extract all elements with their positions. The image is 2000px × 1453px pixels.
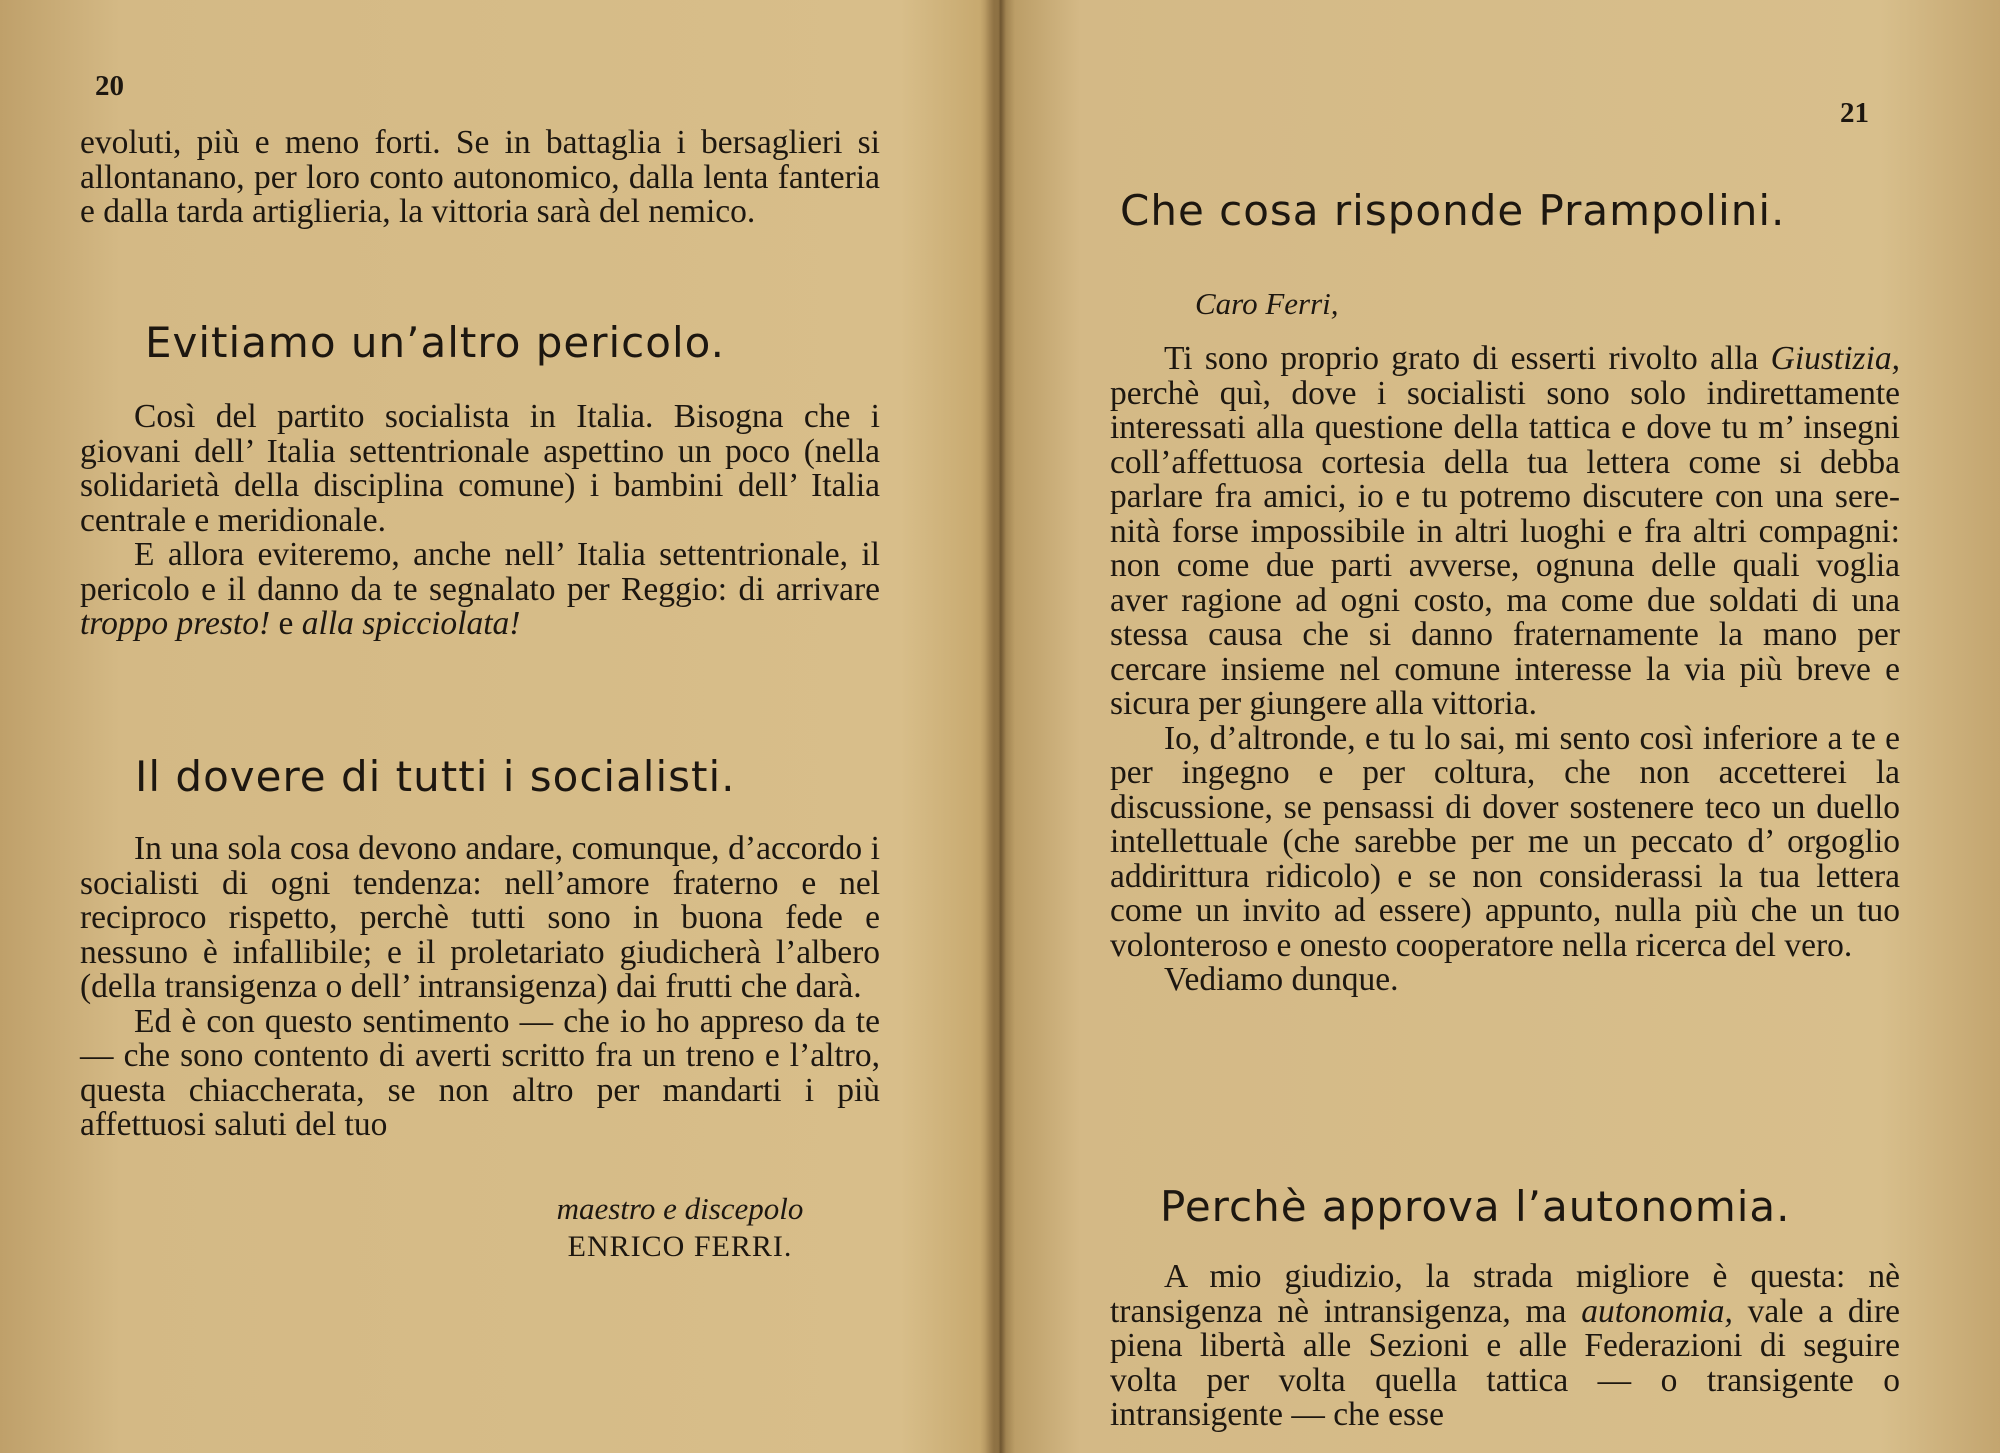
left-heading-2-block — [80, 752, 880, 802]
paragraph-ti-sono: Ti sono proprio grato di esserti rivolto alla Giustizia, perchè quì, dove i socialisti sono solo indirettamente interessati alla questione della tattica e dove tu m’ insegni coll’affettuosa cortesia della tua lettera come si debba parlare fra amici, io e tu potremo discutere con una serenità forse impossibile in altri luoghi e fra altri compagni: non come due parti avverse, ognuna delle quali voglia aver ragione ad ogni costo, ma come due soldati di una stessa causa che si danno fraternamente la mano per cercare insieme nel comune interesse la via più breve e sicura per giungere alla vittoria. — [1110, 340, 1900, 722]
letter-closing — [520, 1190, 840, 1266]
salutation: Caro Ferri, — [1195, 286, 1339, 321]
left-paragraph-top: evoluti, più e meno forti. Se in battaglia i bersaglieri si allontanano, per loro conto autonomico, dalla lenta fanteria e dalla tarda artiglieria, la vittoria sarà del nemico. — [80, 124, 880, 230]
paragraph-ed-e: Ed è con questo sentimento — che io ho appreso da te — che sono contento di averti scritto fra un treno e l’altro, questa chiaccherata, se non altro per mandarti i più affettuosi saluti del tuo — [80, 1002, 880, 1143]
page-number-left: 20 — [95, 70, 124, 102]
heading-evitiamo: Evitiamo un’altro pericolo. — [145, 318, 725, 367]
right-heading-2-block — [1110, 1182, 1900, 1232]
left-paragraphs-section-2 — [80, 832, 880, 1143]
right-heading-1-block — [1110, 186, 1900, 236]
page-number-right: 21 — [1840, 97, 1869, 129]
paragraph-e-allora: E allora eviteremo, anche nell’ Italia settentrionale, il pericolo e il danno da te segnalato per Reggio: di arrivare troppo presto! e alla spicciolata! — [80, 536, 880, 642]
paragraph-cosi: Così del partito socialista in Italia. Bisogna che i giovani dell’ Italia settentrionale aspettino un poco (nella solidarietà della disciplina comune) i bambini dell’ Italia centrale e meridionale. — [80, 398, 880, 539]
right-paragraphs-section-1 — [1110, 342, 1900, 998]
paragraph-vediamo: Vediamo dunque. — [1164, 961, 1399, 998]
heading-perche-approva: Perchè approva l’autonomia. — [1160, 1182, 1791, 1231]
closing-phrase: maestro e discepolo — [556, 1191, 804, 1226]
paragraph-a-mio-giudizio: A mio giudizio, la strada migliore è questa: nè transigenza nè intransigenza, ma autonomia, vale a dire piena libertà alle Sezioni e alle Federazioni di seguire volta per volta quella tattica — o transigente o intransigente — che esse — [1110, 1258, 1901, 1433]
left-heading-1-block — [80, 318, 880, 368]
right-paragraphs-section-2 — [1110, 1260, 1900, 1433]
paragraph-io-daltronde: Io, d’altronde, e tu lo sai, mi sento così inferiore a te e per ingegno e per coltura, che non accetterei la discussione, se pensassi di dover sostenere teco un duello intellettuale (che sarebbe per me un peccato d’ orgoglio addirittura ridicolo) e se non considerassi la tua lettera come un invito ad essere) appunto, nulla più che un tuo volonteroso e onesto cooperatore nella ricerca del vero. — [1110, 719, 1900, 964]
right-page — [1010, 0, 2000, 1453]
left-paragraphs-section-1 — [80, 400, 880, 642]
heading-che-cosa: Che cosa risponde Prampolini. — [1120, 186, 1786, 235]
paragraph-in-una-sola: In una sola cosa devono andare, comunque, d’accordo i socialisti di ogni tendenza: nell’amore fraterno e nel reciproco rispetto, perchè tutti sono in buona fede e nessuno è infallibile; e il proletariato giudicherà l’albero (della transigenza o dell’ intransigenza) dai frutti che darà. — [80, 830, 880, 1005]
signature: ENRICO FERRI. — [567, 1230, 793, 1263]
heading-dovere: Il dovere di tutti i socialisti. — [135, 752, 736, 801]
left-page — [0, 0, 990, 1453]
salutation-block — [1110, 284, 1900, 324]
